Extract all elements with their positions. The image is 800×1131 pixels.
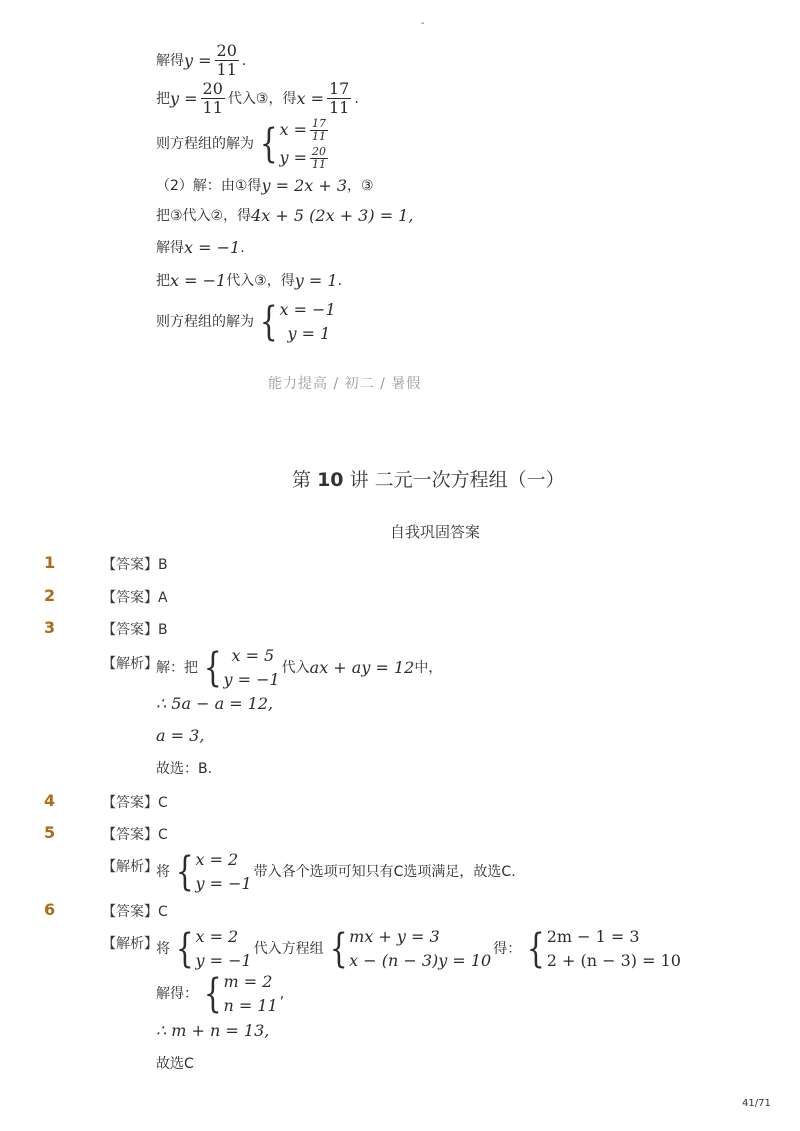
math: 4x + 5 (2x + 3) = 1, — [251, 206, 414, 225]
question-number: 5 — [44, 823, 56, 842]
equation-system — [172, 925, 252, 973]
system-row: n = 11 — [223, 996, 278, 1015]
answer-value: C — [158, 827, 168, 843]
header-mark: - — [421, 18, 425, 29]
numerator: 17 — [328, 79, 350, 98]
solution-line-1 — [156, 42, 246, 79]
system-row: m = 2 — [223, 972, 273, 991]
system-row: x − (n − 3)y = 10 — [349, 951, 492, 970]
text: 则方程组的解为 — [156, 136, 254, 152]
page-footer: 能力提高 / 初二 / 暑假 — [268, 376, 422, 392]
system-row: y = −1 — [223, 670, 280, 689]
q6-analysis-line-4 — [156, 1054, 194, 1074]
answer-line — [102, 587, 168, 607]
text: . — [240, 240, 245, 256]
math: y = — [170, 88, 198, 108]
math: ∴ 5a − a = 12, — [156, 694, 274, 713]
brace-icon: { — [175, 926, 194, 972]
system-row: x = 2 — [195, 850, 239, 869]
q5-analysis-line — [156, 848, 516, 896]
q3-analysis-line-1 — [156, 644, 442, 692]
chapter-title — [292, 465, 565, 492]
numerator: 20 — [216, 41, 237, 60]
brace-icon: { — [329, 926, 348, 972]
text: 解：把 — [156, 660, 198, 676]
brace-icon: { — [259, 121, 278, 167]
question-number: 2 — [44, 586, 56, 605]
solution-line-6 — [156, 238, 245, 258]
denominator: 11 — [328, 98, 350, 117]
system-row: 2 + (n − 3) = 10 — [546, 951, 681, 970]
text: 则方程组的解为 — [156, 314, 254, 330]
math: x = — [296, 88, 324, 108]
equation-system — [172, 848, 252, 896]
answer-value: B — [158, 557, 168, 573]
text: 解得 — [156, 52, 184, 69]
math: x = −1 — [184, 238, 241, 257]
question-number: 3 — [44, 618, 56, 637]
equation-system — [326, 925, 492, 973]
text: 带入各个选项可知只有C选项满足，故选C. — [253, 864, 516, 880]
analysis-label: 【解析】 — [102, 936, 158, 952]
q3-analysis-line-4 — [156, 759, 212, 779]
answer-line — [102, 901, 168, 921]
q3-analysis-line-2 — [156, 694, 273, 714]
text: 把③代入②，得 — [156, 208, 252, 224]
answer-value: C — [158, 795, 168, 811]
answer-label: 【答案】 — [102, 590, 158, 606]
answer-line — [102, 824, 168, 844]
text: 得： — [493, 941, 522, 957]
answer-value: B — [158, 622, 168, 638]
text: ，③ — [347, 178, 374, 194]
numerator: 17 — [311, 116, 326, 130]
math: y = 2x + 3 — [261, 176, 348, 195]
text: 代入③，得 — [226, 273, 295, 289]
answer-line — [102, 792, 168, 812]
math: y = 1 — [294, 271, 338, 290]
math: x = −1 — [170, 271, 227, 290]
system-row: y = −1 — [195, 951, 252, 970]
text: 把 — [156, 273, 170, 289]
system-row: x = 2 — [195, 927, 239, 946]
solution-line-2 — [156, 80, 359, 117]
system-row: x = −1 — [279, 300, 336, 319]
system-row: x = 5 — [231, 646, 275, 665]
text: 代入方程组 — [253, 941, 324, 957]
brace-icon: { — [259, 299, 278, 345]
text: 故选C — [156, 1056, 194, 1072]
solution-line-8 — [156, 298, 338, 346]
q6-analysis-line-2 — [156, 970, 284, 1018]
equation-system — [200, 970, 278, 1018]
text: 中， — [414, 660, 443, 676]
question-number: 4 — [44, 791, 56, 810]
solution-line-3 — [156, 116, 333, 172]
denominator: 11 — [311, 129, 326, 143]
math: y = — [184, 50, 212, 70]
answer-label: 【答案】 — [102, 827, 158, 843]
system-row: 2m − 1 = 3 — [546, 927, 640, 946]
text: 解得 — [156, 240, 184, 256]
fraction — [201, 80, 225, 117]
answer-line — [102, 554, 168, 574]
equation-system — [256, 116, 331, 172]
question-number: 6 — [44, 900, 56, 919]
denominator: 11 — [216, 60, 237, 79]
answer-label: 【答案】 — [102, 557, 158, 573]
text: 代入 — [281, 660, 310, 676]
text: 代入③，得 — [227, 90, 297, 107]
fraction — [327, 80, 351, 117]
answer-label: 【答案】 — [102, 904, 158, 920]
text: . — [354, 90, 359, 107]
analysis-label: 【解析】 — [102, 656, 158, 672]
answer-label: 【答案】 — [102, 795, 158, 811]
math: x = — [279, 120, 307, 139]
text: 故选：B. — [156, 761, 213, 777]
section-title: 自我巩固答案 — [390, 523, 481, 541]
answer-line — [102, 619, 168, 639]
analysis-label: 【解析】 — [102, 859, 158, 875]
text: （2）解：由①得 — [156, 178, 262, 194]
answer-value: A — [158, 590, 168, 606]
solution-line-7 — [156, 271, 342, 291]
brace-icon: { — [203, 971, 222, 1017]
numerator: 20 — [202, 79, 223, 98]
math: y = — [279, 148, 307, 167]
system-row — [279, 116, 331, 144]
system-row: y = 1 — [287, 324, 331, 343]
math: ∴ m + n = 13, — [156, 1021, 270, 1040]
text: 第 — [292, 469, 312, 491]
system-row — [279, 144, 331, 172]
text: 将 — [156, 941, 170, 957]
system-row: mx + y = 3 — [349, 927, 440, 946]
brace-icon: { — [527, 926, 545, 972]
text: 将 — [156, 864, 170, 880]
chapter-number: 10 — [317, 469, 344, 491]
q6-analysis-line-1 — [156, 925, 683, 973]
text: . — [337, 273, 342, 289]
brace-icon: { — [203, 645, 222, 691]
text: 讲 二元一次方程组（一） — [349, 469, 565, 491]
brace-icon: { — [175, 849, 194, 895]
equation-system — [256, 298, 336, 346]
equation-system — [523, 925, 681, 973]
math: ax + ay = 12 — [309, 658, 415, 677]
system-row: y = −1 — [195, 874, 252, 893]
question-number: 1 — [44, 553, 56, 572]
text: 解得： — [156, 986, 198, 1002]
answer-label: 【答案】 — [102, 622, 158, 638]
text: . — [241, 52, 247, 69]
q3-analysis-line-3 — [156, 726, 204, 746]
fraction — [215, 42, 239, 79]
answer-value: C — [158, 904, 168, 920]
fraction — [310, 146, 328, 171]
fraction — [310, 118, 328, 143]
page-number: 41/71 — [742, 1098, 771, 1109]
solution-line-5 — [156, 206, 413, 226]
text: , — [279, 986, 285, 1002]
equation-system — [200, 644, 280, 692]
text: 把 — [156, 90, 170, 107]
denominator: 11 — [202, 98, 223, 117]
numerator: 20 — [311, 144, 326, 158]
q6-analysis-line-3 — [156, 1021, 269, 1041]
denominator: 11 — [311, 157, 326, 171]
math: a = 3, — [156, 726, 205, 745]
solution-line-4 — [156, 176, 374, 196]
